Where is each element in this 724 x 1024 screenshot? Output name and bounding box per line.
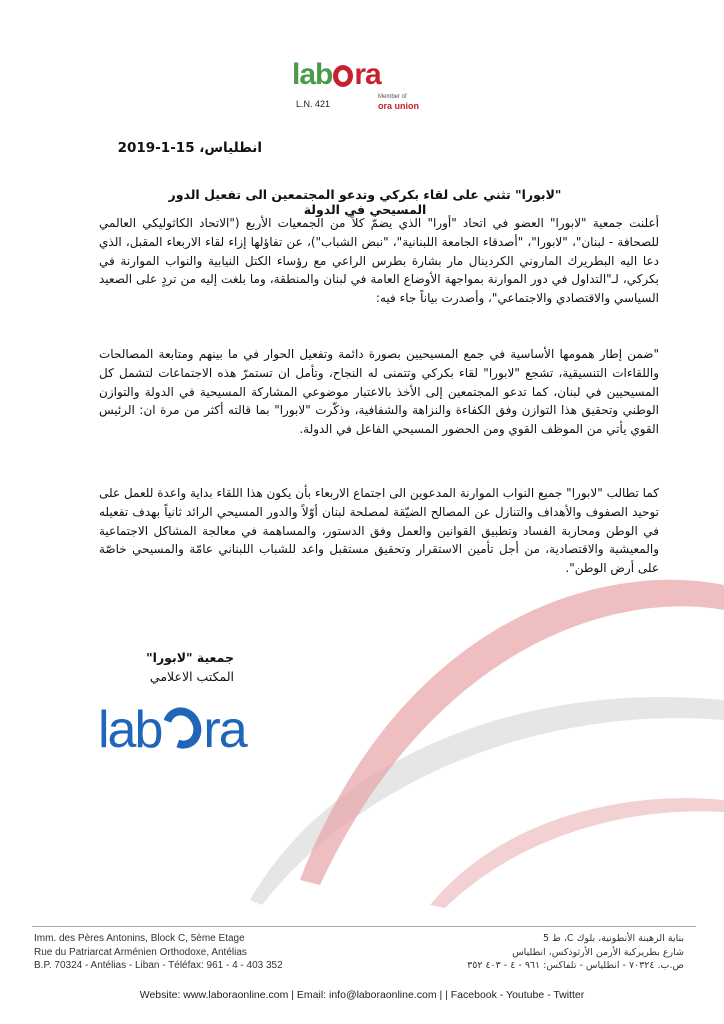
signature-organization: جمعية "لابورا" bbox=[146, 650, 234, 665]
footer-address-arabic bbox=[454, 932, 684, 973]
address-ar-line: بناية الرهبنة الأنطونية، بلوك C، ط 5 bbox=[542, 933, 684, 944]
ora-union-label: ora union bbox=[378, 101, 419, 111]
address-ar-line: ص.ب. ٧٠٣٢٤ - انطلياس - تلفاكس: ٩٦١ - ٤ - ٤٠٣ ٣٥٢ bbox=[467, 960, 684, 971]
logo-lab: lab bbox=[292, 58, 333, 91]
paragraph-2: "ضمن إطار همومها الأساسية في جمع المسيحيين بصورة دائمة وتفعيل الحوار في ما بينهم ومتابعة المصالحات واللقاءات التنسيقية، تشجع "لابورا" لقاء بكركي وتتمنى له النجاح، وتأمل ان تستمرّ هذه الاجتماعات لتشمل كل المسيحيين في لبنان، كما تدعو المجتمعين إلى الأخذ بالاعتبار موضوعي المشاركة المسيحية في الدولة والتوازن الوطني وتحقيق هذا التوازن وفق الكفاءة والنزاهة والشفافية، وذكّرت "لابورا" بما قالته أكثر من مرة ان: الرئيس القوي يأتي من الموظف القوي ومن الحضور المسيحي الفاعل في الدولة. bbox=[99, 347, 659, 437]
paragraph-1: أعلنت جمعية "لابورا" العضو في اتحاد "أورا" الذي يضمّ كلاً من الجمعيات الأربع ("الاتحاد الكاثوليكي العالمي للصحافة - لبنان"، "لابورا"، "أصدقاء الجامعة اللبنانية"، "نبض الشباب")، عن تفاؤلها إزاء لقاء الاربعاء المقبل، الذي دعا اليه البطريرك الماروني الكردينال مار بشارة بطرس الراعي مع رؤساء الكتل النيابية والنواب الموارنة في بكركي، لـ"التداول في دور الموارنة بمواجهة الأوضاع العامة في لبنان والمنطقة، وما بلغت إليه من تردٍ على الصعيد السياسي والاقتصادي والاجتماعي"، وأصدرت بياناً جاء فيه: bbox=[99, 216, 659, 306]
letter-title: "لابورا" تثني على لقاء بكركي وتدعو المجتمعين الى تفعيل الدور المسيحي في الدولة bbox=[168, 187, 562, 217]
license-number: L.N. 421 bbox=[296, 99, 331, 109]
footer-address-french bbox=[34, 932, 283, 973]
signature-office: المكتب الاعلامي bbox=[149, 669, 234, 684]
member-of-label: Member of bbox=[378, 94, 407, 100]
paragraph-3: كما تطالب "لابورا" جميع النواب الموارنة المدعوين الى اجتماع الاربعاء بأن يكون هذا اللقاء بداية واعدة للعمل على توحيد الصفوف والأهداف والتنازل عن المصالح الضيّقة لمصلحة لبنان أوّلاً والدور المسيحي الرائد ثانياً بهدف تفعيله في الوطن ومحاربة الفساد وتطبيق القوانين والعمل وفق الدستور، والمساهمة في معالجة المشاكل الاجتماعية والمعيشية والاقتصادية، من أجل تأمين الاستقرار وتحقيق مستقبل واعد للشباب اللبناني عامّة والمسيحي خاصّة على أرض الوطن". bbox=[99, 486, 659, 576]
address-fr-line: Imm. des Pères Antonins, Block C, 5ème Etage bbox=[34, 933, 245, 944]
letter-date: انطلياس، 15-1-2019 bbox=[117, 140, 262, 156]
swoosh-red-arc-lower bbox=[430, 798, 724, 908]
address-ar-line: شارع بطريركية الأرمن الأرثوذكس، انطلياس bbox=[512, 946, 684, 958]
logo-wordmark bbox=[292, 58, 381, 92]
big-logo-ra: ra bbox=[203, 701, 246, 759]
footer-contact-line: Website: www.laboraonline.com | Email: info@laboraonline.com | | Facebook - Youtube - Twitter bbox=[139, 989, 585, 1001]
address-fr-line: B.P. 70324 - Antélias - Liban - Téléfax: 961 - 4 - 403 352 bbox=[34, 960, 283, 971]
labora-logo-large bbox=[98, 700, 246, 760]
footer-divider bbox=[32, 926, 696, 927]
logo-ring-icon bbox=[333, 65, 353, 87]
big-logo-lab: lab bbox=[98, 701, 162, 759]
address-fr-line: Rue du Patriarcat Arménien Orthodoxe, Antélias bbox=[34, 946, 247, 958]
logo-ra: ra bbox=[354, 58, 381, 91]
big-logo-ring-icon bbox=[156, 701, 208, 755]
